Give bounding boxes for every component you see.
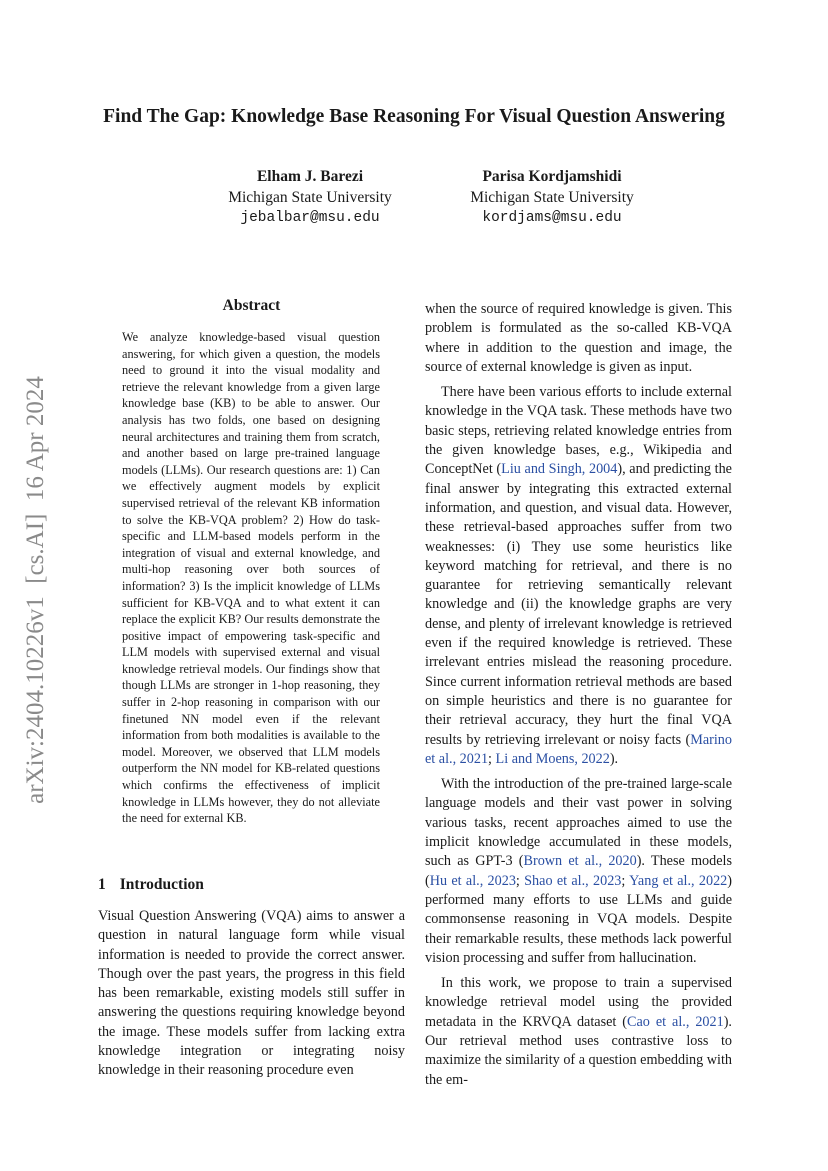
- text-run: ;: [621, 872, 630, 889]
- citation-link[interactable]: Hu et al., 2023: [429, 872, 516, 889]
- section-title: Introduction: [119, 876, 204, 893]
- body-paragraph: [425, 383, 732, 769]
- arxiv-sidebar: [21, 376, 51, 804]
- text-run: ). These models (: [425, 853, 732, 889]
- abstract-text: We analyze knowledge-based visual question answering, for which given a question, the models need to ground it into the visual modality and retrieve the relevant knowledge from a given large knowledge base (KB) to be able to answer. Our analysis has two folds, one based on designing neural architectures and training them from scratch, and another based on large pre-trained language models (LLMs). Our research questions are: 1) Can we effectively augment models by explicit supervised retrieval of the relevant KB information to solve the KB-VQA problem? 2) How do task-specific and LLM-based models perform in the integration of visual and external knowledge, and multi-hop reasoning over both sources of information? 3) Is the implicit knowledge of LLMs sufficient for KB-VQA and to what extent it can replace the explicit KB? Our results demonstrate the positive impact of empowering task-specific and LLM models with supervised external and visual knowledge retrieval models. Our findings show that though LLMs are stronger in 1-hop reasoning, they suffer in 2-hop reasoning in comparison with our finetuned NN model even if the relevant information from both modalities is available to the model. Moreover, we observed that LLM models outperform the NN model for KB-related questions which confirms the effectiveness of implicit knowledge in LLMs however, they do not alleviate the need for external KB.: [122, 330, 380, 826]
- right-column: [425, 300, 732, 1090]
- intro-paragraph: Visual Question Answering (VQA) aims to answer a question in natural language form while visual information is needed to provide the correct answer. Though over the past years, the progress in this field has been remarkable, existing models still suffer in answering the questions requiring knowledge beyond the image. These models suffer from lacking extra knowledge integration or integrating noisy knowledge in their reasoning procedure even: [98, 908, 405, 1079]
- section-heading: [98, 876, 204, 894]
- citation-link[interactable]: Yang et al., 2022: [629, 872, 728, 889]
- text-run: ).: [609, 750, 619, 767]
- text-run: In this work, we propose to train a supervised knowledge retrieval model using the provided metadata in the KRVQA dataset (: [425, 975, 732, 1030]
- paper-title: Find The Gap: Knowledge Base Reasoning For Visual Question Answering: [103, 106, 725, 127]
- author-name: Parisa Kordjamshidi: [482, 168, 622, 185]
- body-paragraph: [425, 775, 732, 968]
- author-email[interactable]: jebalbar@msu.edu: [240, 210, 380, 226]
- abstract-heading: Abstract: [222, 297, 281, 314]
- citation-link[interactable]: Cao et al., 2021: [627, 1013, 724, 1030]
- text-run: ) performed many efforts to use LLMs and guide commonsense reasoning in VQA models. Despite their remarkable results, these methods lack powerful vision processing and suffer from hallucination.: [425, 872, 732, 966]
- text-run: ), and predicting the final answer by integrating this extracted external information, and question, and visual data. However, these retrieval-based approaches suffer from two weaknesses: (i) They use some heuristics like keyword matching for retrieval, and there is no guarantee for retrieving semantically relevant knowledge and (ii) the knowledge graphs are very dense, and plenty of irrelevant knowledge is retrieved even if the required knowledge is retrieved. These irrelevant entries mislead the reasoning procedure. Since current information retrieval methods are based on simple heuristics and there is no guarantee for their retrieval accuracy, they hurt the final VQA results by retrieving irrelevant or noisy facts (: [425, 461, 732, 748]
- citation-link[interactable]: Shao et al., 2023: [524, 872, 622, 889]
- text-run: ;: [515, 872, 525, 889]
- citation-link[interactable]: Brown et al., 2020: [523, 853, 637, 870]
- body-paragraph: when the source of required knowledge is given. This problem is formulated as the so-called KB-VQA where in addition to the question and image, the source of external knowledge is given as input.: [425, 301, 732, 375]
- citation-link[interactable]: Liu and Singh, 2004: [501, 461, 618, 478]
- text-run: There have been various efforts to include external knowledge in the VQA task. These methods have two basic steps, retrieving related knowledge entries from the given knowledge bases, e.g., Wikipedia and ConceptNet (: [425, 384, 732, 478]
- text-run: ;: [488, 750, 496, 767]
- citation-link[interactable]: Marino et al., 2021: [425, 731, 732, 767]
- section-number: 1: [98, 876, 106, 893]
- author-block: [422, 166, 682, 229]
- body-paragraph: [425, 974, 732, 1090]
- author-name: Elham J. Barezi: [256, 168, 364, 185]
- author-email[interactable]: kordjams@msu.edu: [482, 210, 622, 226]
- text-run: ). Our retrieval method uses contrastive loss to maximize the similarity of a question embedding with the em-: [425, 1013, 732, 1088]
- arxiv-stamp: arXiv:2404.10226v1 [cs.AI] 16 Apr 2024: [22, 376, 49, 804]
- author-block: [180, 166, 440, 229]
- author-affiliation: Michigan State University: [470, 189, 634, 206]
- text-run: With the introduction of the pre-trained large-scale language models and their vast power in solving various tasks, recent approaches aimed to use the implicit knowledge accumulated in these models, such as GPT-3 (: [425, 776, 732, 870]
- citation-link[interactable]: Li and Moens, 2022: [495, 750, 610, 767]
- author-affiliation: Michigan State University: [228, 189, 392, 206]
